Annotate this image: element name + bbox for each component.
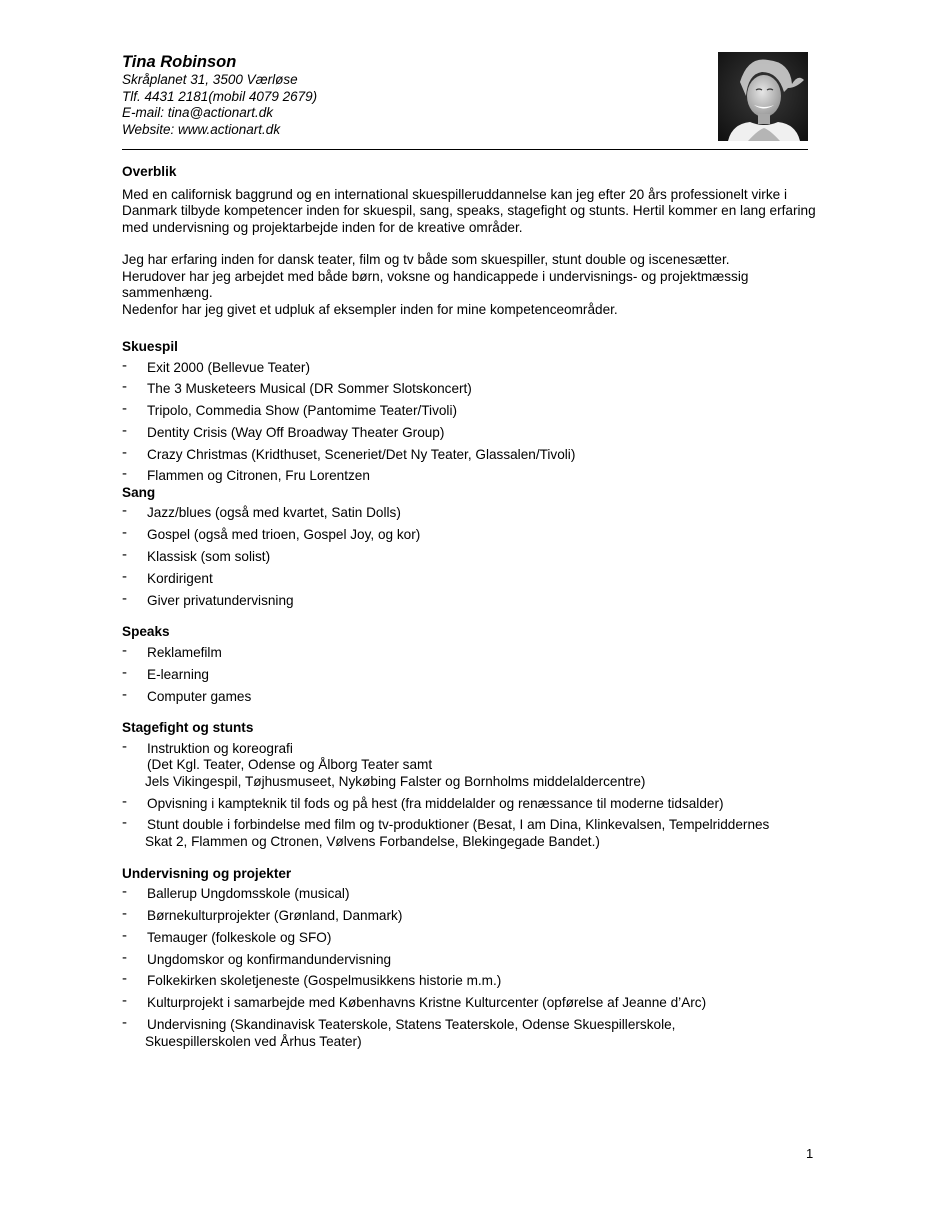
teaching-list bbox=[122, 883, 822, 1050]
list-item: - Jazz/blues (også med kvartet, Satin Dolls) bbox=[122, 502, 401, 521]
section-heading-acting: Skuespil bbox=[122, 339, 178, 354]
list-item: - Tripolo, Commedia Show (Pantomime Teater/Tivoli) bbox=[122, 400, 457, 419]
stagefight-list bbox=[122, 737, 822, 851]
list-item: - Dentity Crisis (Way Off Broadway Theater Group) bbox=[122, 421, 445, 440]
address: Skråplanet 31, 3500 Værløse bbox=[122, 72, 298, 87]
header-divider bbox=[122, 149, 808, 150]
list-item: - Ungdomskor og konfirmandundervisning bbox=[122, 948, 392, 967]
section-heading-speaks: Speaks bbox=[122, 624, 170, 640]
list-item: - Reklamefilm bbox=[122, 641, 222, 660]
list-item: - Gospel (også med trioen, Gospel Joy, og kor) bbox=[122, 524, 421, 543]
profile-photo bbox=[718, 52, 808, 141]
overview-paragraph-2-line-1: Jeg har erfaring inden for dansk teater, film og tv både som skuespiller, stunt double og iscenesætter. bbox=[122, 252, 730, 267]
list-item: - The 3 Musketeers Musical (DR Sommer Slotskoncert) bbox=[122, 378, 472, 397]
section-heading-overview: Overblik bbox=[122, 164, 177, 179]
section-heading-singing: Sang bbox=[122, 484, 156, 500]
page-number: 1 bbox=[806, 1146, 814, 1161]
list-item: - Instruktion og koreografi (Det Kgl. Teater, Odense og Ålborg Teater samt Jels Vikingespil, Tøjhusmuseet, Nykøbing Falster og Bornholms middelaldercentre) bbox=[122, 737, 646, 789]
acting-list bbox=[122, 356, 822, 485]
cv-content bbox=[122, 164, 822, 1055]
list-item: - Giver privatundervisning bbox=[122, 589, 294, 608]
list-item: - Opvisning i kampteknik til fods og på hest (fra middelalder og renæssance til moderne tidsalder) bbox=[122, 792, 724, 811]
list-item: - Kulturprojekt i samarbejde med Københavns Kristne Kulturcenter (opførelse af Jeanne d’Arc) bbox=[122, 992, 707, 1011]
speaks-list bbox=[122, 641, 822, 705]
phone: Tlf. 4431 2181(mobil 4079 2679) bbox=[122, 88, 318, 104]
section-heading-teaching: Undervisning og projekter bbox=[122, 865, 292, 881]
list-item: - Folkekirken skoletjeneste (Gospelmusikkens historie m.m.) bbox=[122, 970, 502, 989]
list-item: - Flammen og Citronen, Fru Lorentzen bbox=[122, 465, 370, 484]
website: Website: www.actionart.dk bbox=[122, 121, 281, 137]
list-item: - Exit 2000 (Bellevue Teater) bbox=[122, 356, 310, 375]
overview-paragraph-2-line-3: Nedenfor har jeg givet et udpluk af eksempler inden for mine kompetenceområder. bbox=[122, 301, 618, 317]
person-name: Tina Robinson bbox=[122, 53, 237, 71]
list-item: - E-learning bbox=[122, 663, 209, 682]
list-item: - Computer games bbox=[122, 685, 252, 704]
overview-paragraph-1: Med en californisk baggrund og en international skuespilleruddannelse kan jeg efter 20 års professionelt virke i Danmark tilbyde kompetencer inden for skuespil, sang, speaks, stagefight og stunts. Hertil kommer en lang erfaring med undervisning og projektarbejde inden for de kreative områder. bbox=[122, 186, 816, 235]
overview-paragraph-2-line-2: Herudover har jeg arbejdet med både børn, voksne og handicappede i undervisnings- og projektmæssig sammenhæng. bbox=[122, 268, 749, 300]
list-item: - Klassisk (som solist) bbox=[122, 546, 271, 565]
list-item: - Børnekulturprojekter (Grønland, Danmark) bbox=[122, 905, 403, 924]
singing-list bbox=[122, 502, 822, 609]
list-item: - Ballerup Ungdomsskole (musical) bbox=[122, 883, 350, 902]
list-item: - Undervisning (Skandinavisk Teaterskole, Statens Teaterskole, Odense Skuespillerskole, Skuespillerskolen ved Århus Teater) bbox=[122, 1014, 676, 1049]
contact-header bbox=[122, 52, 808, 138]
email: E-mail: tina@actionart.dk bbox=[122, 105, 274, 121]
list-item: - Crazy Christmas (Kridthuset, Sceneriet/Det Ny Teater, Glassalen/Tivoli) bbox=[122, 443, 576, 462]
list-item: - Temauger (folkeskole og SFO) bbox=[122, 926, 332, 945]
section-heading-stagefight: Stagefight og stunts bbox=[122, 720, 254, 736]
list-item: - Kordirigent bbox=[122, 567, 213, 586]
list-item: - Stunt double i forbindelse med film og tv-produktioner (Besat, I am Dina, Klinkevalsen, Tempelriddernes Skat 2, Flammen og Ctronen, Vølvens Forbandelse, Blekingegade Bandet.) bbox=[122, 814, 770, 849]
